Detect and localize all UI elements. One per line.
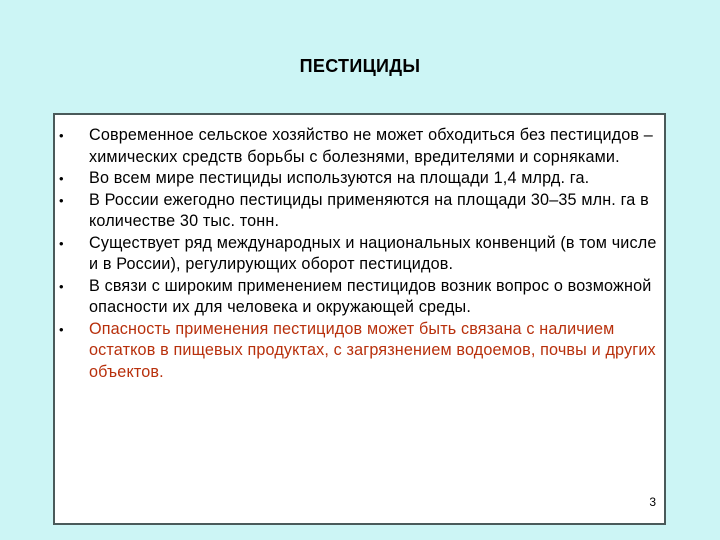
bullet-item: [55, 125, 664, 168]
bullet-text: Современное сельское хозяйство не может обходиться без пестицидов – химических средств борьбы с болезнями, вредителями и сорняками.: [89, 126, 653, 166]
bullet-text: Во всем мире пестициды используются на площади 1,4 млрд. га.: [89, 169, 590, 187]
bullet-item: [55, 190, 664, 233]
bullet-text: В России ежегодно пестициды применяются на площади 30–35 млн. га в количестве 30 тыс. тонн.: [89, 190, 649, 230]
bullet-item: [55, 233, 664, 276]
page-number: 3: [649, 495, 656, 509]
bullet-item: [55, 276, 664, 319]
bullet-dot-icon: •: [59, 128, 64, 143]
bullet-list: [55, 125, 664, 383]
bullet-dot-icon: •: [59, 321, 64, 337]
content-box: [53, 113, 666, 525]
bullet-item: [55, 168, 664, 190]
bullet-dot-icon: •: [59, 278, 64, 294]
bullet-dot-icon: •: [59, 192, 64, 208]
slide-title: ПЕСТИЦИДЫ: [299, 56, 421, 76]
bullet-text: Опасность применения пестицидов может быть связана с наличием остатков в пищевых продуктах, с загрязнением водоемов, почвы и других объектов.: [89, 319, 656, 381]
bullet-dot-icon: •: [59, 171, 64, 186]
bullet-dot-icon: •: [59, 235, 64, 251]
bullet-text: Существует ряд международных и национальных конвенций (в том числе и в России), регулирующих оборот пестицидов.: [89, 233, 657, 273]
bullet-item-highlighted: [55, 319, 664, 384]
bullet-text: В связи с широким применением пестицидов возник вопрос о возможной опасности их для человека и окружающей среды.: [89, 276, 652, 316]
